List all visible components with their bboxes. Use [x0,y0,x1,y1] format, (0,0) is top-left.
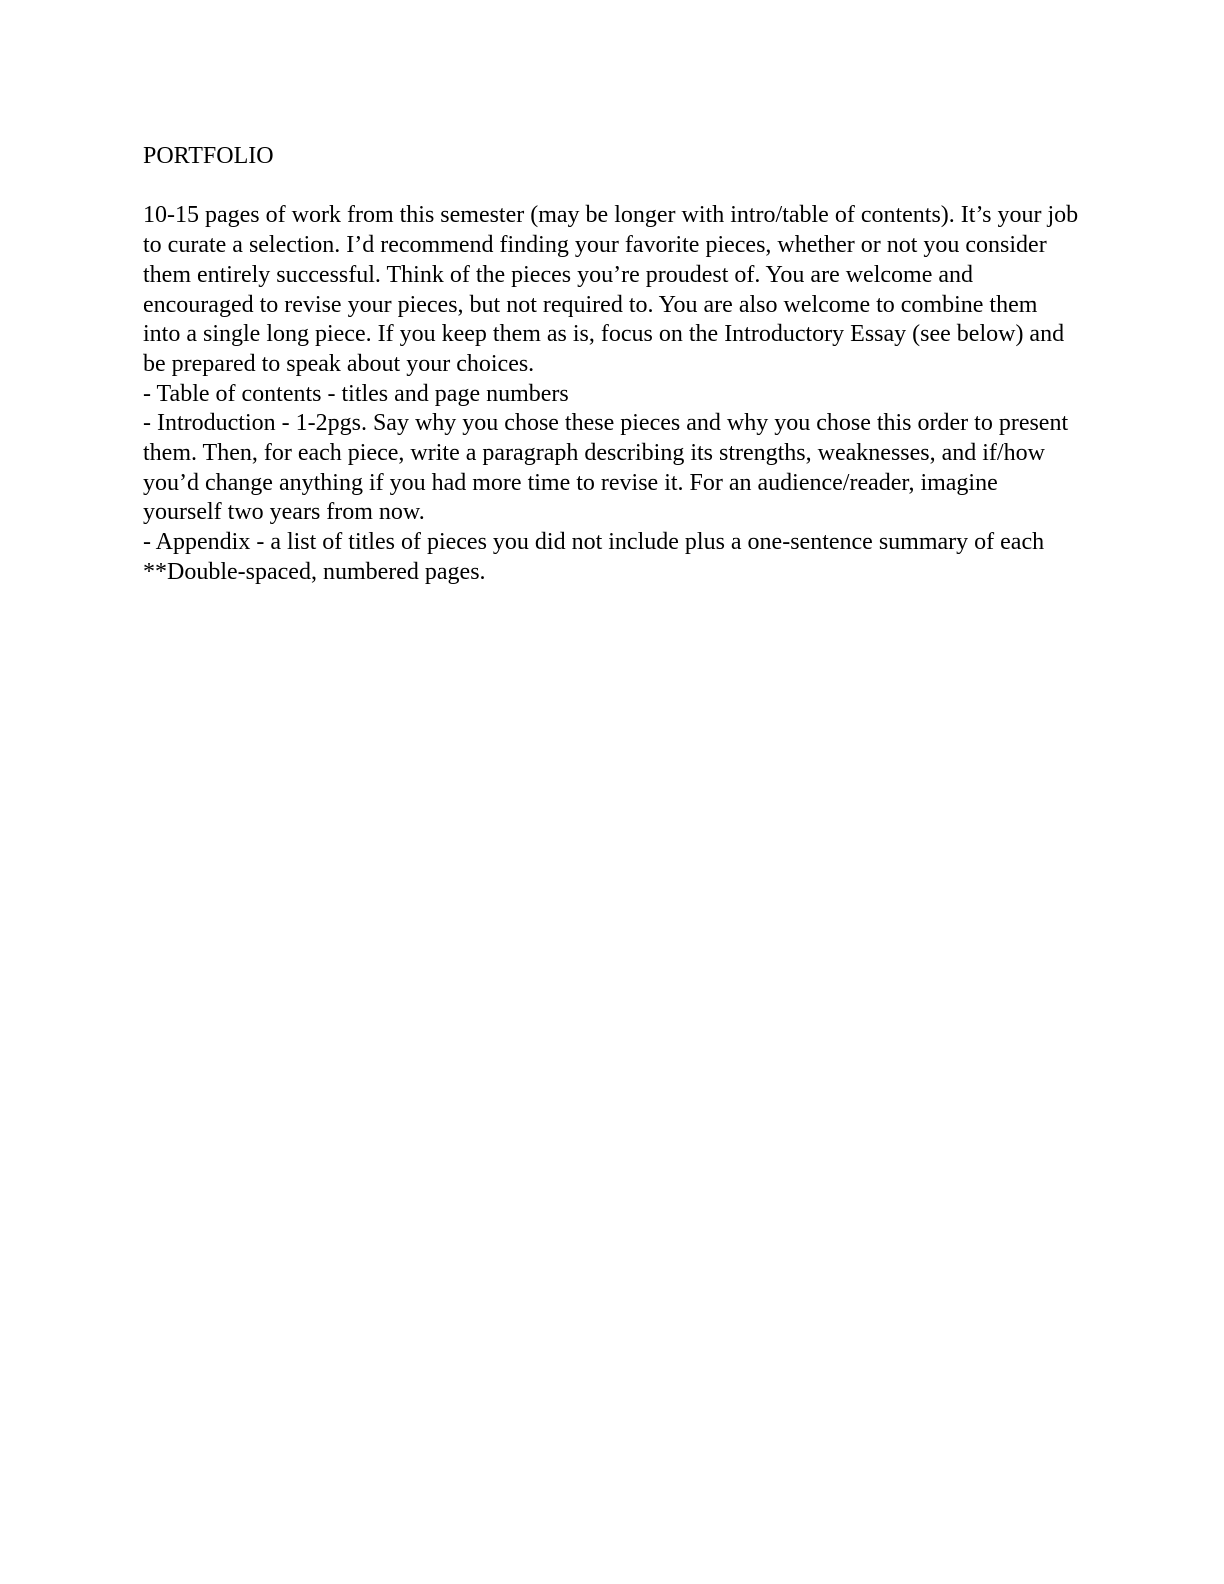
paragraph-line: encouraged to revise your pieces, but not required to. You are also welcome to combine them [143,291,1038,318]
formatting-note: **Double-spaced, numbered pages. [143,558,486,585]
paragraph-line: into a single long piece. If you keep them as is, focus on the Introductory Essay (see below) and [143,321,1065,348]
paragraph-line: to curate a selection. I’d recommend finding your favorite pieces, whether or not you consider [143,232,1047,259]
requirements-list [143,380,1083,558]
paragraph-line: 10-15 pages of work from this semester (may be longer with intro/table of contents). It’s your job [143,202,1079,229]
list-item-table-of-contents: - Table of contents - titles and page numbers [143,380,569,407]
list-item-introduction-cont: you’d change anything if you had more time to revise it. For an audience/reader, imagine [143,469,998,496]
list-item-introduction-cont: yourself two years from now. [143,499,425,526]
list-item-appendix: - Appendix - a list of titles of pieces you did not include plus a one-sentence summary of each [143,529,1045,556]
paragraph-line: them entirely successful. Think of the pieces you’re proudest of. You are welcome and [143,261,973,288]
paragraph-line: be prepared to speak about your choices. [143,350,535,377]
document-page [143,142,1083,588]
list-item-introduction-cont: them. Then, for each piece, write a paragraph describing its strengths, weaknesses, and if/how [143,440,1045,467]
list-item-introduction: - Introduction - 1-2pgs. Say why you chose these pieces and why you chose this order to present [143,410,1069,437]
document-title: PORTFOLIO [143,143,274,169]
intro-paragraph [143,201,1083,379]
